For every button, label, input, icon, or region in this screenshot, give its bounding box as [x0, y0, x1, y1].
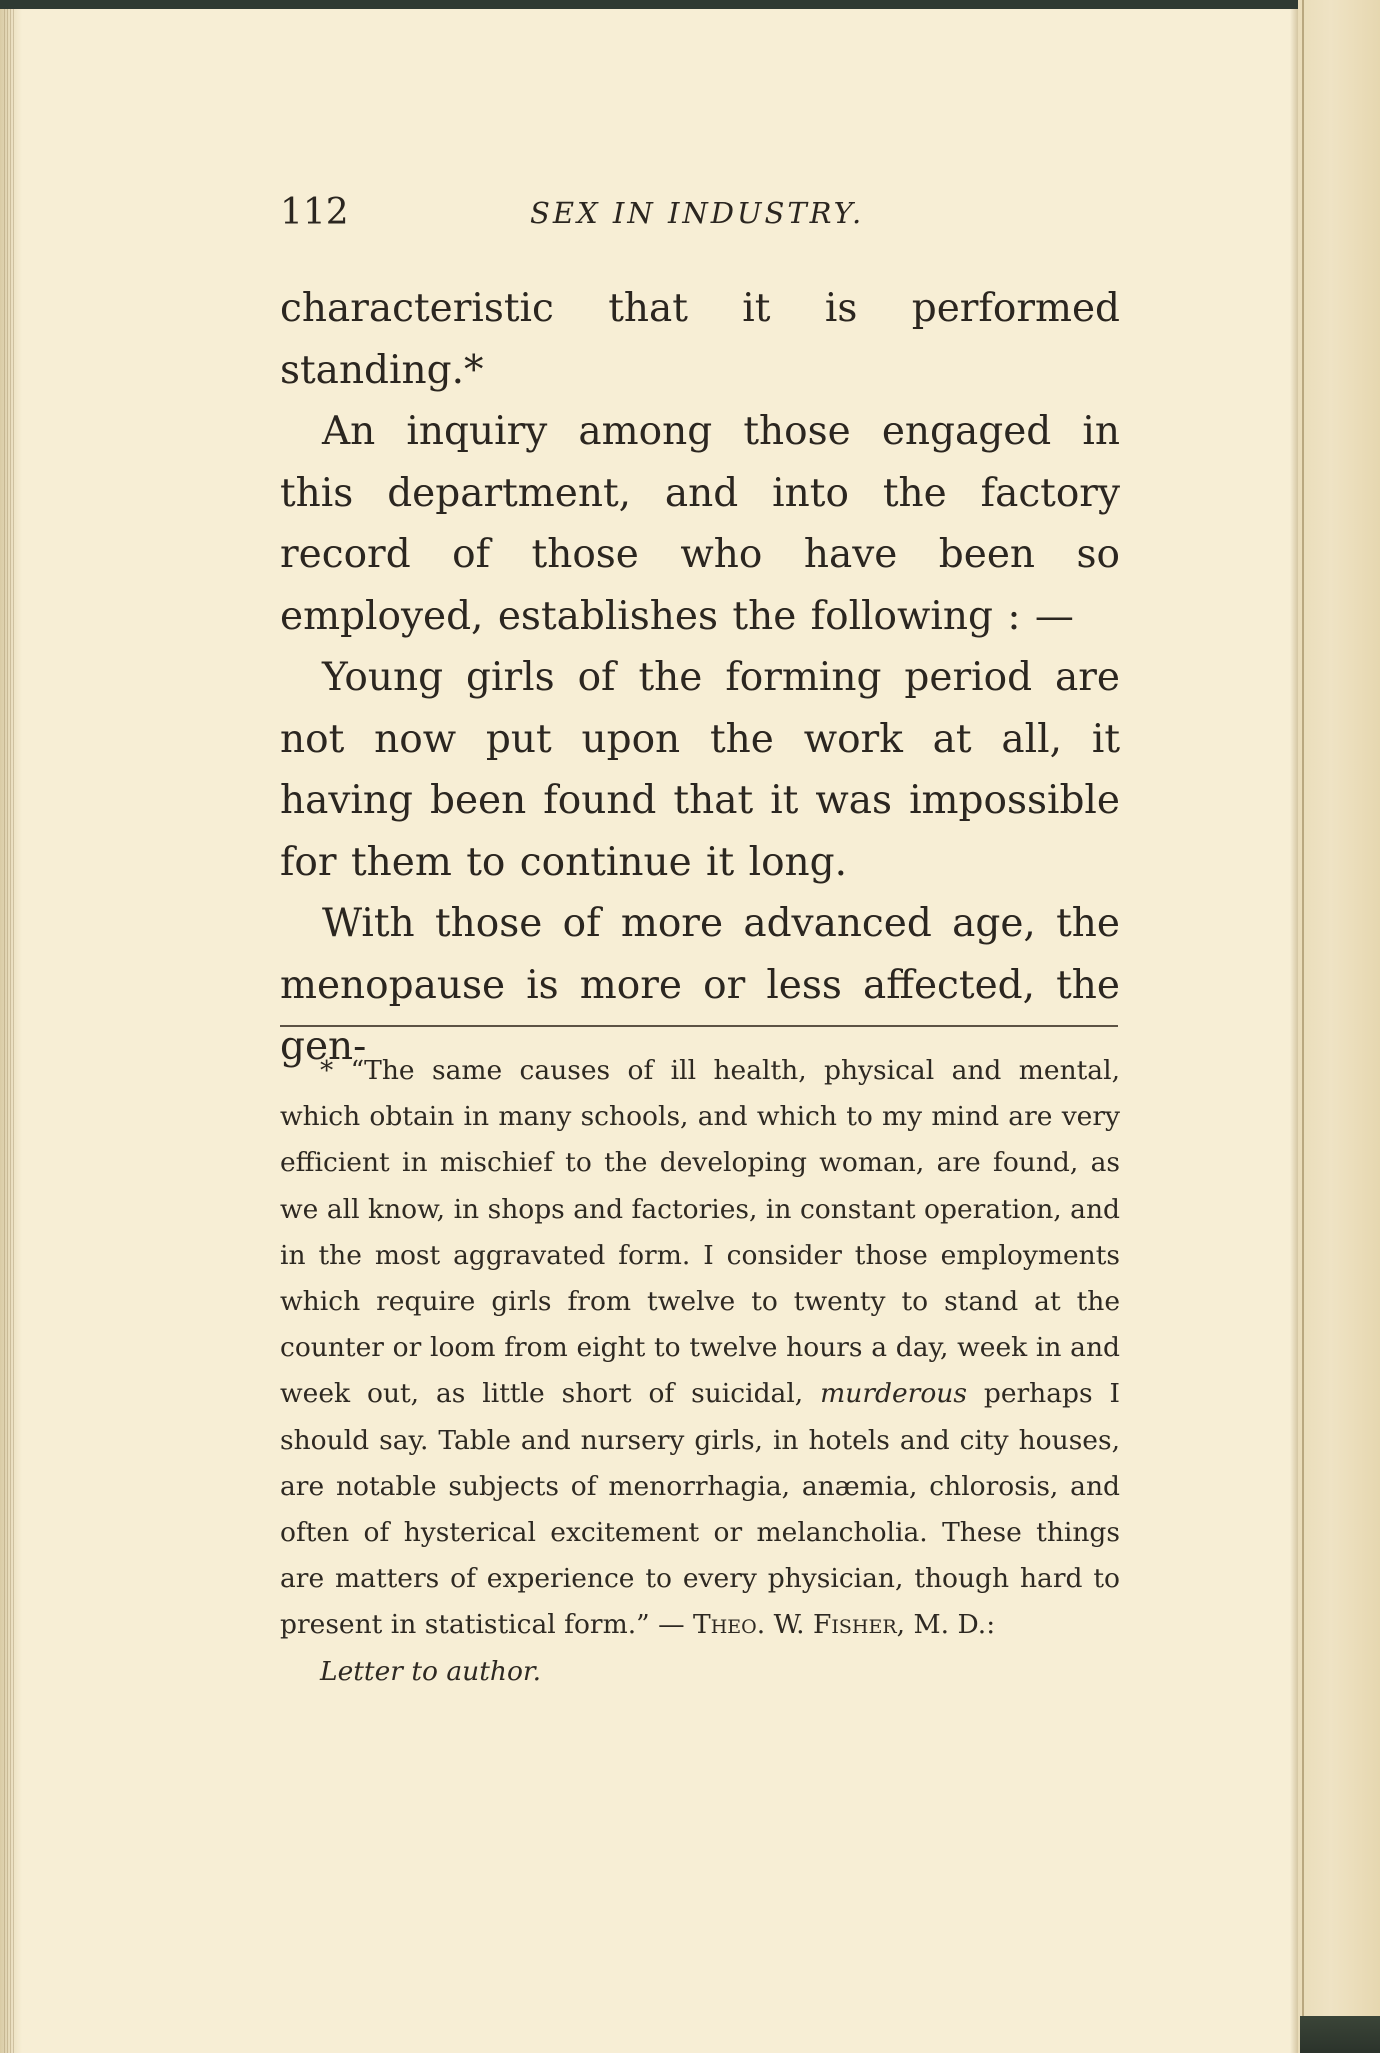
footnote-paragraph	[280, 1048, 1120, 1695]
running-head	[280, 188, 1120, 238]
body-text	[280, 278, 1120, 1078]
footnote	[280, 1048, 1120, 1695]
cover-corner	[1300, 2016, 1380, 2053]
footnote-text-start: * “The same causes of ill health, physical and mental, which obtain in many schools, and which to my mind are very efficient in mischief to the developing woman, are found, as we all know, in shops and factories, in constant operation, and in the most aggravated form. I consider those employments which require girls from twelve to twenty to stand at the counter or loom from eight to twelve hours a day, week in and week out, as little short of suicidal,	[280, 1055, 1120, 1410]
scan-top-edge	[0, 0, 1380, 9]
footnote-source: Letter to author.	[320, 1655, 542, 1687]
footnote-author: Theo. W. Fisher, M. D.	[693, 1609, 987, 1641]
page-number: 112	[280, 192, 349, 233]
footnote-rule	[280, 1025, 1118, 1027]
footnote-italic-word: murderous	[820, 1378, 967, 1410]
running-title: SEX IN INDUSTRY.	[530, 196, 865, 230]
binding-gutter-lines	[4, 9, 14, 2053]
page-edge	[1298, 0, 1380, 2053]
paragraph-2: An inquiry among those engaged in this department, and into the factory record of those who have been so employed, establishes the following : —	[280, 409, 1120, 639]
paragraph-3: Young girls of the forming period are not now put upon the work at all, it having been found that it was impossible for them to continue it long.	[280, 655, 1120, 885]
page-edge-line	[1302, 0, 1304, 2053]
footnote-colon: :	[986, 1609, 996, 1641]
paragraph-4: With those of more advanced age, the menopause is more or less affected, the gen-	[280, 901, 1120, 1069]
footnote-text-end: perhaps I should say. Table and nursery girls, in hotels and city houses, are notable subjects of menorrhagia, anæmia, chlorosis, and often of hysterical excitement or melancholia. These things are matters of experience to every physician, though hard to present in statistical form.” —	[280, 1378, 1120, 1641]
page-edge-shadow	[1290, 9, 1298, 2053]
paragraph-1: characteristic that it is performed standing.*	[280, 286, 1120, 393]
